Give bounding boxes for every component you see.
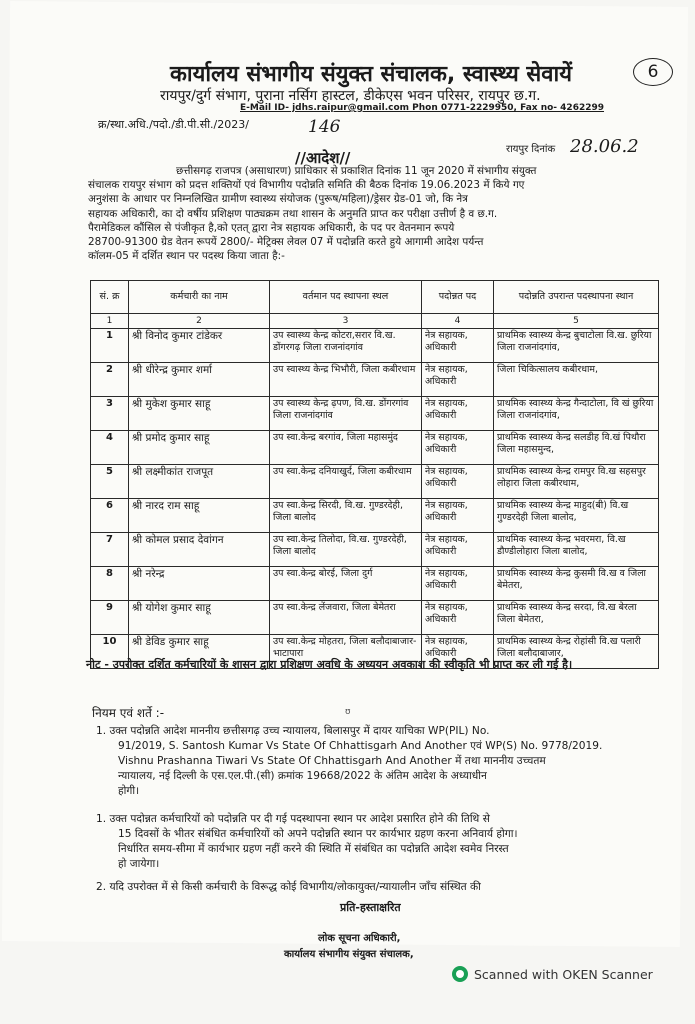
employee-name-cell: श्री योगेश कुमार साहू bbox=[129, 601, 270, 635]
table-row bbox=[91, 329, 659, 363]
new-posting-cell: प्राथमिक स्वास्थ्य केन्द्र रामपुर वि.ख सहसपुर लोहारा जिला कबीरधाम, bbox=[494, 465, 659, 499]
current-posting-cell: उप स्वास्थ्य केन्द्र भिभौरी, जिला कबीरधाम bbox=[270, 363, 422, 397]
table-header-row bbox=[91, 281, 659, 314]
page-number: 6 bbox=[633, 58, 673, 86]
current-posting-cell: उप स्वा.केन्द्र दनियाखुर्द, जिला कबीरधाम bbox=[270, 465, 422, 499]
scanner-logo-icon bbox=[452, 966, 468, 982]
serial-cell: 1 bbox=[91, 329, 129, 363]
header-promoted-post: पदोन्नत पद bbox=[422, 281, 494, 314]
table-row bbox=[91, 567, 659, 601]
current-posting-cell: उप स्वास्थ्य केन्द्र कोटरा,सरार वि.ख. डोंगरगढ़ जिला राजनांदगांव bbox=[270, 329, 422, 363]
condition-line: 15 दिवसों के भीतर संबंधित कर्मचारियों को अपने पदोन्नति स्थान पर कार्यभार ग्रहण करना अनिवार्य होगा। bbox=[118, 828, 518, 840]
office-contact: E-Mail ID- jdhs.raipur@gmail.com Phon 0771-2229950, Fax no- 4262299 bbox=[240, 103, 605, 113]
serial-cell: 6 bbox=[91, 499, 129, 533]
new-posting-cell: प्राथमिक स्वास्थ्य केन्द्र सलडीह वि.खं पिथौरा जिला महासमुन्द, bbox=[494, 431, 659, 465]
employee-name-cell: श्री नरेन्द्र bbox=[129, 567, 270, 601]
condition-line: हो जायेगा। bbox=[118, 858, 160, 870]
promoted-post-cell: नेत्र सहायक, अधिकारी bbox=[422, 533, 494, 567]
intro-line: पैरामेडिकल कौंसिल से पंजीकृत है,को एतत् द्वारा नेत्र सहायक अधिकारी, के पद पर वेतनमान रूपये bbox=[88, 221, 455, 234]
employee-name-cell: श्री धीरेन्द्र कुमार शर्मा bbox=[129, 363, 270, 397]
new-posting-cell: प्राथमिक स्वास्थ्य केन्द्र गैन्दाटोला, वि खं छुरिया जिला राजनांदगांव, bbox=[494, 397, 659, 431]
condition-line: न्यायालय, नई दिल्ली के एस.एल.पी.(सी) क्रमांक 19668/2022 के अंतिम आदेश के अध्याधीन bbox=[118, 770, 487, 782]
employee-name-cell: श्री लक्ष्मीकांत राजपूत bbox=[129, 465, 270, 499]
header-new-posting: पदोन्नति उपरान्त पदस्थापना स्थान bbox=[494, 281, 659, 314]
table-row bbox=[91, 601, 659, 635]
intro-line: सहायक अधिकारी, का दो वर्षीय प्रशिक्षण पाठ्यक्रम तथा शासन के अनुमति प्राप्त कर परीक्षा उत्तीर्ण है व छ.ग. bbox=[88, 207, 498, 220]
promotion-table bbox=[90, 280, 659, 669]
current-posting-cell: उप स्वा.केन्द्र बरगांव, जिला महासमुंद bbox=[270, 431, 422, 465]
office-address: रायपुर/दुर्ग संभाग, पुराना नर्सिग हास्टल, डीकेएस भवन परिसर, रायपुर छ.ग. bbox=[160, 88, 541, 104]
employee-name-cell: श्री नारद राम साहू bbox=[129, 499, 270, 533]
current-posting-cell: उप स्वास्थ्य केन्द्र ढ़पण, वि.ख. डोंगरगांव जिला राजनांदगांव bbox=[270, 397, 422, 431]
condition-line: 1. उक्त पदोन्नति आदेश माननीय छत्तीसगढ़ उच्च न्यायालय, बिलासपुर में दायर याचिका WP(PIL) No. bbox=[96, 725, 490, 737]
condition-line: होगी। bbox=[118, 785, 140, 797]
current-posting-cell: उप स्वा.केन्द्र तिलोदा, वि.ख. गुण्डरदेही, जिला बालोद bbox=[270, 533, 422, 567]
serial-cell: 2 bbox=[91, 363, 129, 397]
reference-prefix: क्र/स्था.अधि./पदो./डी.पी.सी./2023/ bbox=[98, 118, 249, 131]
promoted-post-cell: नेत्र सहायक, अधिकारी bbox=[422, 635, 494, 669]
promoted-post-cell: नेत्र सहायक, अधिकारी bbox=[422, 601, 494, 635]
table-row bbox=[91, 397, 659, 431]
condition-3 bbox=[96, 880, 658, 895]
column-number-row bbox=[91, 314, 659, 329]
condition-2 bbox=[96, 812, 658, 872]
column-number: 2 bbox=[129, 314, 270, 329]
officer-office: कार्यालय संभागीय संयुक्त संचालक, bbox=[284, 949, 414, 960]
employee-name-cell: श्री मुकेश कुमार साहू bbox=[129, 397, 270, 431]
current-posting-cell: उप स्वा.केन्द्र बोरई, जिला दुर्ग bbox=[270, 567, 422, 601]
new-posting-cell: जिला चिकित्सालय कबीरधाम, bbox=[494, 363, 659, 397]
header-serial: सं. क्र bbox=[91, 281, 129, 314]
employee-name-cell: श्री डेविड कुमार साहू bbox=[129, 635, 270, 669]
serial-cell: 8 bbox=[91, 567, 129, 601]
note-text: नोट - उपरोक्त दर्शित कर्मचारियों के शासन द्वारा प्रशिक्षण अवधि के अध्ययन अवकाश की स्वीकृति भी प्राप्त कर ली गई है। bbox=[86, 658, 573, 671]
employee-name-cell: श्री कोमल प्रसाद देवांगन bbox=[129, 533, 270, 567]
new-posting-cell: प्राथमिक स्वास्थ्य केन्द्र बुचाटोला वि.ख. छुरिया जिला राजनांदगांव, bbox=[494, 329, 659, 363]
promoted-post-cell: नेत्र सहायक, अधिकारी bbox=[422, 397, 494, 431]
condition-line: 2. यदि उपरोक्त में से किसी कर्मचारी के विरूद्ध कोई विभागीय/लोकायुक्त/न्यायालीन जाँच संस्थित की bbox=[96, 881, 481, 893]
serial-cell: 5 bbox=[91, 465, 129, 499]
intro-line: छत्तीसगढ़ राजपत्र (असाधारण) प्राधिकार से प्रकाशित दिनांक 11 जून 2020 में संभागीय संयुक्त bbox=[176, 165, 537, 177]
condition-line: निर्धारित समय-सीमा में कार्यभार ग्रहण नहीं करने की स्थिति में संबंधित का पदोन्नति आदेश स्वमेव निरस्त bbox=[118, 843, 509, 855]
scanner-text: Scanned with OKEN Scanner bbox=[474, 966, 653, 982]
office-title: कार्यालय संभागीय संयुक्त संचालक, स्वास्थ्य सेवायें bbox=[170, 62, 572, 87]
new-posting-cell: प्राथमिक स्वास्थ्य केन्द्र माहुद(बी) वि.ख गुण्डरदेही जिला बालोद, bbox=[494, 499, 659, 533]
intro-line: संचालक रायपुर संभाग को प्रदत्त शक्तियों एवं विभागीय पदोन्नति समिति की बैठक दिनांक 19.06.2023 में किये गए bbox=[88, 179, 525, 192]
promoted-post-cell: नेत्र सहायक, अधिकारी bbox=[422, 499, 494, 533]
rules-heading: नियम एवं शर्ते :- bbox=[92, 706, 165, 720]
condition-line: 91/2019, S. Santosh Kumar Vs State Of Chhattisgarh And Another एवं WP(S) No. 9778/2019. bbox=[118, 740, 603, 752]
serial-cell: 7 bbox=[91, 533, 129, 567]
serial-cell: 3 bbox=[91, 397, 129, 431]
column-number: 5 bbox=[494, 314, 659, 329]
header-current-posting: वर्तमान पद स्थापना स्थल bbox=[270, 281, 422, 314]
current-posting-cell: उप स्वा.केन्द्र लेंजवारा, जिला बेमेतरा bbox=[270, 601, 422, 635]
promoted-post-cell: नेत्र सहायक, अधिकारी bbox=[422, 363, 494, 397]
employee-name-cell: श्री प्रमोद कुमार साहू bbox=[129, 431, 270, 465]
column-number: 4 bbox=[422, 314, 494, 329]
serial-cell: 10 bbox=[91, 635, 129, 669]
reference-number: 146 bbox=[308, 117, 341, 137]
date-label: रायपुर दिनांक bbox=[506, 144, 556, 155]
scanner-watermark bbox=[452, 966, 653, 982]
header-employee-name: कर्मचारी का नाम bbox=[129, 281, 270, 314]
countersigned-label: प्रति-हस्ताक्षरित bbox=[340, 901, 401, 914]
condition-line: Vishnu Prashanna Tiwari Vs State Of Chhattisgarh And Another में तथा माननीय उच्चतम bbox=[118, 755, 546, 767]
intro-line: अनुशंसा के आधार पर निम्नलिखित ग्रामीण स्वास्थ्य संयोजक (पुरूष/महिला)/ड्रेसर ग्रेड-01 जो, कि नेत्र bbox=[88, 193, 468, 206]
promoted-post-cell: नेत्र सहायक, अधिकारी bbox=[422, 329, 494, 363]
promoted-post-cell: नेत्र सहायक, अधिकारी bbox=[422, 567, 494, 601]
employee-name-cell: श्री विनोद कुमार टांडेकर bbox=[129, 329, 270, 363]
officer-designation: लोक सूचना अधिकारी, bbox=[318, 933, 401, 944]
promoted-post-cell: नेत्र सहायक, अधिकारी bbox=[422, 431, 494, 465]
column-number: 3 bbox=[270, 314, 422, 329]
current-posting-cell: उप स्वा.केन्द्र सिरदी, वि.ख. गुण्डरदेही, जिला बालोद bbox=[270, 499, 422, 533]
condition-1 bbox=[96, 724, 658, 799]
new-posting-cell: प्राथमिक स्वास्थ्य केन्द्र रोहांसी वि.ख पलारी जिला बलौदाबाजार, bbox=[494, 635, 659, 669]
serial-cell: 4 bbox=[91, 431, 129, 465]
table-row bbox=[91, 431, 659, 465]
current-posting-cell: उप स्वा.केन्द्र मोहतरा, जिला बलौदाबाजार- भाटापारा bbox=[270, 635, 422, 669]
new-posting-cell: प्राथमिक स्वास्थ्य केन्द्र भवरमरा, वि.ख डौण्डीलोहारा जिला बालोद, bbox=[494, 533, 659, 567]
new-posting-cell: प्राथमिक स्वास्थ्य केन्द्र कुसमी वि.ख व जिला बेमेतरा, bbox=[494, 567, 659, 601]
new-posting-cell: प्राथमिक स्वास्थ्य केन्द्र सरदा, वि.ख बेरला जिला बेमेतरा, bbox=[494, 601, 659, 635]
table-row bbox=[91, 465, 659, 499]
column-number: 1 bbox=[91, 314, 129, 329]
date-value: 28.06.2 bbox=[570, 136, 639, 157]
table-row bbox=[91, 363, 659, 397]
serial-cell: 9 bbox=[91, 601, 129, 635]
order-title: //आदेश// bbox=[295, 149, 351, 167]
table-row bbox=[91, 499, 659, 533]
table-row bbox=[91, 533, 659, 567]
scan-mark: ʊ bbox=[345, 707, 351, 717]
promoted-post-cell: नेत्र सहायक, अधिकारी bbox=[422, 465, 494, 499]
intro-line: 28700-91300 ग्रेड वेतन रूपयें 2800/- मेट्रिक्स लेवल 07 में पदोन्नति करते हुये आगामी आदेश पर्यन्त bbox=[88, 236, 484, 249]
intro-line: कॉलम-05 में दर्शित स्थान पर पदस्थ किया जाता है:- bbox=[88, 250, 285, 263]
intro-paragraph bbox=[88, 164, 658, 263]
condition-line: 1. उक्त पदोन्नत कर्मचारियों को पदोन्नति पर दी गई पदस्थापना स्थान पर आदेश प्रसारित होने की तिथि से bbox=[96, 813, 490, 825]
